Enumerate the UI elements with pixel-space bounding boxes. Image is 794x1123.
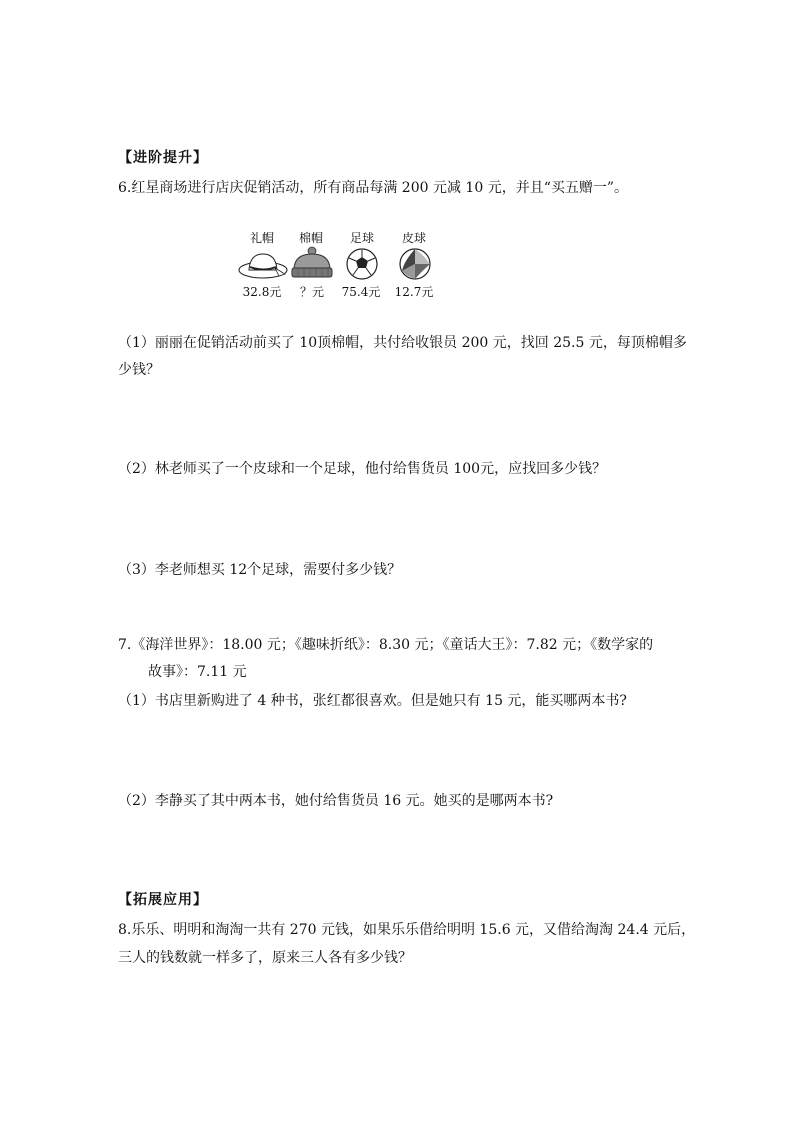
q6-stem: 6.红星商场进行店庆促销活动，所有商品每满 200 元减 10 元，并且“买五赠一”。 — [118, 180, 629, 196]
item-name-knit-hat: 棉帽 — [298, 231, 323, 245]
beach-ball-icon — [398, 247, 432, 281]
soccer-ball-icon — [345, 247, 379, 281]
q6-sub1-line2: 少钱？ — [118, 362, 160, 378]
q6-sub1-line1: （1）丽丽在促销活动前买了 10顶棉帽，共付给收银员 200 元，找回 25.5 元，每顶棉帽多 — [118, 335, 687, 351]
sun-hat-icon — [237, 248, 289, 280]
item-price-sun-hat: 32.8元 — [242, 285, 282, 299]
item-name-beach-ball: 皮球 — [401, 231, 426, 245]
item-price-soccer-ball: 75.4元 — [341, 285, 381, 299]
item-price-beach-ball: 12.7元 — [394, 285, 434, 299]
q8-line2: 三人的钱数就一样多了，原来三人各有多少钱？ — [118, 950, 412, 966]
q7-stem-line2: 故事》：7.11 元 — [148, 664, 247, 680]
q7-sub2: （2）李静买了其中两本书，她付给售货员 16 元。她买的是哪两本书? — [118, 793, 554, 809]
q7-stem-line1: 7.《海洋世界》：18.00 元；《趣味折纸》：8.30 元；《童话大王》：7.82 元；《数学家的 — [118, 637, 654, 653]
item-name-soccer-ball: 足球 — [349, 231, 374, 245]
q6-sub3: （3）李老师想买 12个足球，需要付多少钱？ — [118, 562, 402, 578]
knit-hat-icon — [290, 246, 334, 280]
section-heading-extension: 【拓展应用】 — [118, 892, 208, 908]
q6-sub2: （2）林老师买了一个皮球和一个足球，他付给售货员 100元，应找回多少钱？ — [118, 461, 607, 477]
q8-line1: 8.乐乐、明明和淘淘一共有 270 元钱，如果乐乐借给明明 15.6 元，又借给淘淘 24.4 元后， — [118, 922, 696, 938]
q7-sub1: （1）书店里新购进了 4 种书，张红都很喜欢。但是她只有 15 元，能买哪两本书? — [118, 693, 627, 709]
item-price-knit-hat: ？元 — [299, 285, 324, 299]
section-heading-advanced: 【进阶提升】 — [118, 150, 208, 166]
item-name-sun-hat: 礼帽 — [249, 231, 274, 245]
